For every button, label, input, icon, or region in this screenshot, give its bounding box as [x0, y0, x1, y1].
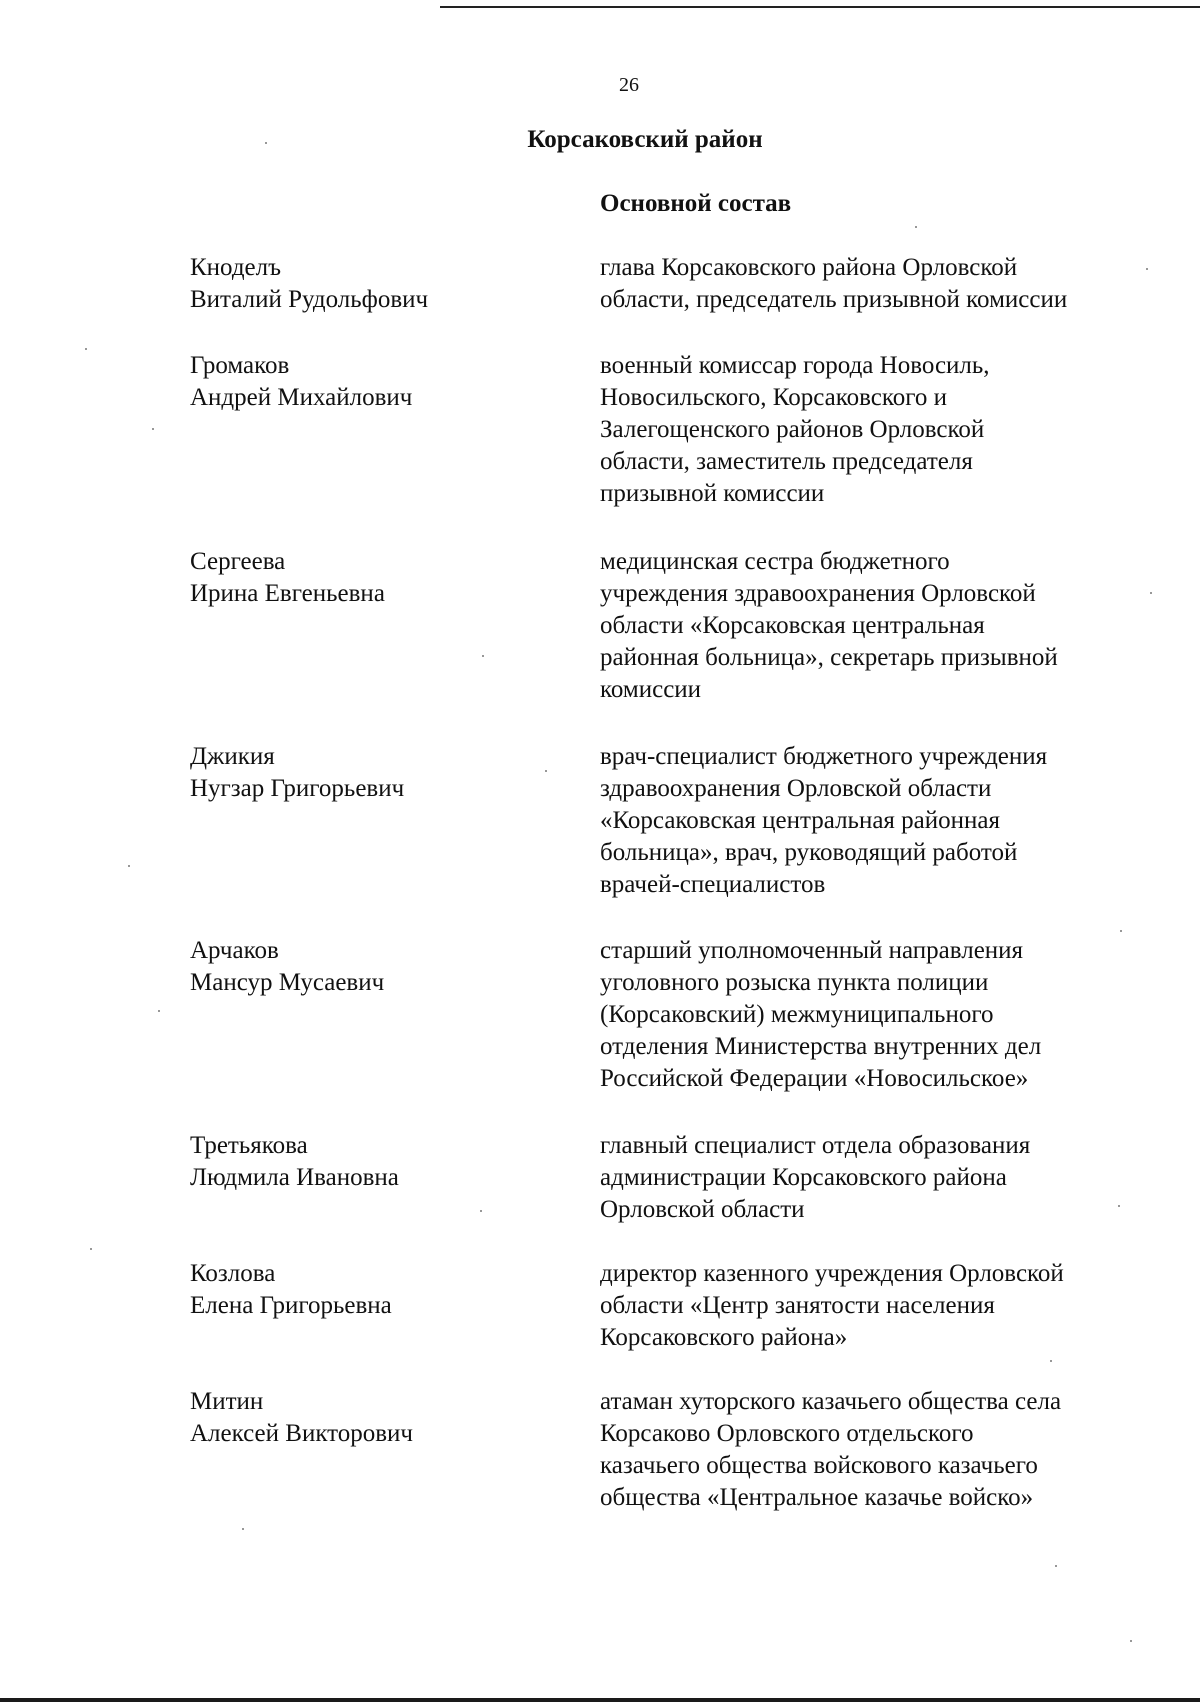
scan-speck [480, 1210, 482, 1212]
role-line: Залегощенского районов Орловской [600, 416, 985, 443]
member-given-names: Виталий Рудольфович [190, 286, 429, 313]
role-line: области, заместитель председателя [600, 448, 973, 475]
member-name [190, 252, 570, 316]
role-line: комиссии [600, 676, 702, 703]
role-line: области «Корсаковская центральная [600, 612, 985, 639]
member-surname: Козлова [190, 1260, 276, 1287]
member-role [600, 741, 1160, 901]
role-line: уголовного розыска пункта полиции [600, 969, 989, 996]
member-surname: Третьякова [190, 1132, 308, 1159]
member-role [600, 350, 1160, 510]
top-scan-rule [440, 6, 1200, 8]
scan-speck [265, 142, 267, 144]
member-role [600, 935, 1160, 1095]
scan-speck [1118, 1205, 1120, 1207]
scan-speck [128, 865, 130, 867]
role-line: Корсаковского района» [600, 1324, 848, 1351]
role-line: военный комиссар города Новосиль, [600, 352, 990, 379]
member-surname: Джикия [190, 743, 275, 770]
role-line: администрации Корсаковского района [600, 1164, 1007, 1191]
role-line: врач-специалист бюджетного учреждения [600, 743, 1048, 770]
role-line: глава Корсаковского района Орловской [600, 254, 1018, 281]
role-line: казачьего общества войскового казачьего [600, 1452, 1038, 1479]
role-line: атаман хуторского казачьего общества села [600, 1388, 1062, 1415]
role-line: Орловской области [600, 1196, 805, 1223]
member-given-names: Людмила Ивановна [190, 1164, 399, 1191]
scan-speck [1150, 592, 1152, 594]
role-line: области «Центр занятости населения [600, 1292, 995, 1319]
member-surname: Арчаков [190, 937, 279, 964]
role-line: главный специалист отдела образования [600, 1132, 1031, 1159]
role-line: Российской Федерации «Новосильское» [600, 1065, 1029, 1092]
member-name [190, 1130, 570, 1194]
member-surname: Сергеева [190, 548, 286, 575]
role-line: отделения Министерства внутренних дел [600, 1033, 1042, 1060]
role-line: призывной комиссии [600, 480, 825, 507]
section-title: Основной состав [600, 190, 792, 217]
role-line: учреждения здравоохранения Орловской [600, 580, 1036, 607]
bottom-scan-rule [0, 1698, 1200, 1702]
member-role [600, 1386, 1160, 1514]
member-name [190, 350, 570, 414]
member-role [600, 1258, 1160, 1354]
role-line: области, председатель призывной комиссии [600, 286, 1068, 313]
member-surname: Кноделъ [190, 254, 282, 281]
member-surname: Митин [190, 1388, 264, 1415]
member-surname: Громаков [190, 352, 290, 379]
member-role [600, 546, 1160, 706]
scan-speck [1120, 930, 1122, 932]
member-name [190, 935, 570, 999]
member-role [600, 252, 1160, 316]
role-line: врачей-специалистов [600, 871, 826, 898]
scan-speck [1130, 1640, 1132, 1642]
member-given-names: Алексей Викторович [190, 1420, 413, 1447]
scan-speck [482, 655, 484, 657]
member-given-names: Елена Григорьевна [190, 1292, 392, 1319]
role-line: Корсаково Орловского отдельского [600, 1420, 974, 1447]
scan-speck [1146, 268, 1148, 270]
member-name [190, 1386, 570, 1450]
member-given-names: Андрей Михайлович [190, 384, 413, 411]
scan-speck [90, 1248, 92, 1250]
member-given-names: Ирина Евгеньевна [190, 580, 385, 607]
member-given-names: Нугзар Григорьевич [190, 775, 405, 802]
role-line: медицинская сестра бюджетного [600, 548, 950, 575]
role-line: Новосильского, Корсаковского и [600, 384, 947, 411]
member-name [190, 546, 570, 610]
role-line: «Корсаковская центральная районная [600, 807, 1000, 834]
role-line: директор казенного учреждения Орловской [600, 1260, 1064, 1287]
scan-speck [1050, 1360, 1052, 1362]
scan-speck [85, 348, 87, 350]
scan-speck [545, 770, 547, 772]
district-title: Корсаковский район [527, 126, 763, 153]
role-line: (Корсаковский) межмуниципального [600, 1001, 994, 1028]
scan-speck [152, 428, 154, 430]
role-line: общества «Центральное казачье войско» [600, 1484, 1034, 1511]
role-line: здравоохранения Орловской области [600, 775, 992, 802]
scan-speck [242, 1528, 244, 1530]
member-name [190, 741, 570, 805]
member-role [600, 1130, 1160, 1226]
scan-speck [1055, 1565, 1057, 1567]
scan-speck [915, 226, 917, 228]
role-line: районная больница», секретарь призывной [600, 644, 1058, 671]
role-line: старший уполномоченный направления [600, 937, 1024, 964]
scan-speck [158, 1010, 160, 1012]
role-line: больница», врач, руководящий работой [600, 839, 1018, 866]
member-name [190, 1258, 570, 1322]
page-number: 26 [619, 74, 639, 96]
member-given-names: Мансур Мусаевич [190, 969, 385, 996]
